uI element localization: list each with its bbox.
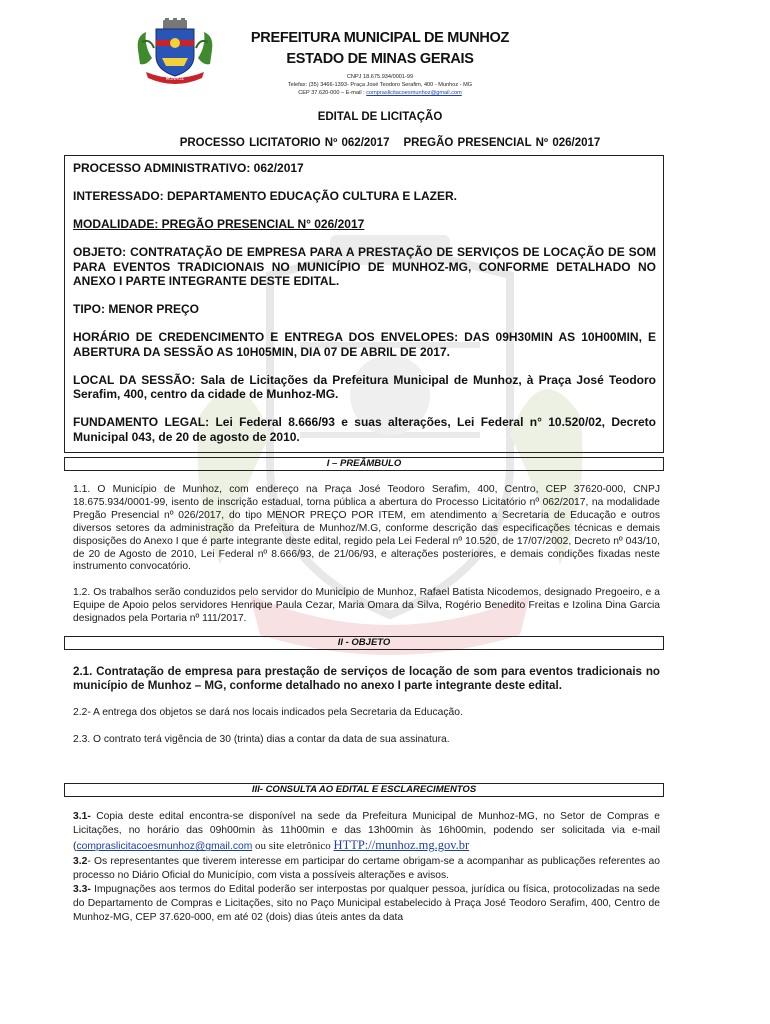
pregao-presencial: PREGÃO PRESENCIAL Nº 026/2017 [403,137,601,149]
objeto-paragraph-2: 2.2- A entrega dos objetos se dará nos locais indicados pela Secretaria da Educação. [73,706,463,718]
fundamento-legal: FUNDAMENTO LEGAL: Lei Federal 8.666/93 e suas alterações, Lei Federal n° 10.520/02, Decreto Municipal 043, de 20 de agosto de 2010. [73,415,656,444]
processo-line [110,137,670,149]
section-objeto-header: II - OBJETO [64,636,664,650]
header-phone-address: Telefax: (35) 3466-1393- Praça José Teodoro Serafim, 400 - Munhoz - MG [287,82,473,88]
local-sessao: LOCAL DA SESSÃO: Sala de Licitações da Prefeitura Municipal de Munhoz, à Praça José Teodoro Serafim, 400, centro da cidade de Munhoz-MG. [73,372,656,401]
header-subtitle: ESTADO DE MINAS GERAIS [286,51,474,67]
consulta-paragraph-2 [73,855,660,883]
svg-text:MUNHOZ: MUNHOZ [165,76,185,81]
preambulo-paragraph-2: 1.2. Os trabalhos serão conduzidos pelo servidor do Município de Munhoz, Rafael Batista Nicodemos, designado Pregoeiro, e a Equipe de Apoio pelos servidores Henrique Paula Cezar, Maria Omara da Silva, Rogério Benedito Freitas e Izolina Dina Garcia designados pela Portaria nº 111/2017. [73,587,660,625]
consulta-body [73,810,660,926]
preambulo-body [73,484,660,626]
section-preambulo-header: I – PREÂMBULO [64,457,664,471]
summary-box [64,155,664,453]
consulta-p3-text: Impugnações aos termos do Edital poderão ser interpostas por qualquer pessoa, jurídica ou física, protocolizadas na sede do Departamento de Compras e Licitações, sito no Paço Municipal estabelecido à Praça José Teodoro Serafim, 400, Centro de Munhoz-MG, CEP 37.620-000, em até 02 (dois) dias úteis antes da data [73,884,660,924]
header-cep-prefix: CEP 37.620-000 – E-mail : [298,90,367,96]
header-email-link[interactable]: compraslicitacoesmunhoz@gmail.com [366,90,462,96]
consulta-email-link[interactable]: compraslicitacoesmunhoz@gmail.com [76,841,253,853]
header-cep-email [190,90,570,98]
tipo: TIPO: MENOR PREÇO [73,302,200,316]
consulta-p1-text: Copia deste edital encontra-se disponível na sede da Prefeitura Municipal de Munhoz-MG, no Setor de Compras e Licitações, no horário das 09h00min às 11h00min e das 13h00min às 16h00min, podendo ser solicitada via e-mail ( [73,811,660,853]
objeto-paragraph-3: 2.3. O contrato terá vigência de 30 (trinta) dias a contar da data de sua assinatura. [73,733,450,745]
consulta-p2-text: - Os representantes que tiverem interesse em participar do certame obrigam-se a acompanhar as publicações referentes ao processo no Diário Oficial do Município, com vista a possíveis alterações e avisos. [73,855,660,881]
interessado: INTERESSADO: DEPARTAMENTO EDUCAÇÃO CULTURA E LAZER. [73,189,457,203]
consulta-site-link[interactable]: HTTP://munhoz.mg.gov.br [333,838,470,853]
objeto-paragraph-1: 2.1. Contratação de empresa para prestação de serviços de locação de som para eventos tradicionais no município de Munhoz – MG, conforme detalhado no anexo I parte integrante deste edital. [73,665,660,692]
preambulo-paragraph-1: 1.1. O Município de Munhoz, com endereço na Praça José Teodoro Serafim, 400, Centro, CEP 37620-000, CNPJ 18.675.934/0001-99, isento de inscrição estadual, torna pública a abertura do Processo Licitatório nº 062/2017, na modalidade Pregão Presencial nº 026/2017, do tipo MENOR PREÇO POR ITEM, em atendimento a Secretaria de Educação e outros diversos setores da administração da Prefeitura de Munhoz/M.G, conforme descrição das especificações técnicas e demais disposições do Anexo I que é parte integrante deste edital, regido pela Lei Federal nº 10.520, de 17/07/2002, Decreto nº 043/10, de 20 de Agosto de 2010, Lei Federal nº 8.666/93, de 21/06/93, e alterações posteriores, e demais condições fixadas neste instrumento convocatório. [73,484,660,573]
consulta-site-prefix: ou site eletrônico [252,840,334,853]
consulta-paragraph-3 [73,883,660,926]
modalidade: MODALIDADE: PREGÃO PRESENCIAL N° 026/2017 [73,217,365,231]
section-consulta-header: III- CONSULTA AO EDITAL E ESCLARECIMENTOS [64,783,664,797]
header-cnpj: CNPJ 18.675.934/0001-99 [346,74,414,80]
consulta-p2-number: 3.2 [73,855,88,867]
municipal-crest-icon [132,18,218,88]
header-title: PREFEITURA MUNICIPAL DE MUNHOZ [250,30,510,46]
consulta-p3-number: 3.3- [73,884,91,896]
objeto-summary: OBJETO: CONTRATAÇÃO DE EMPRESA PARA A PRESTAÇÃO DE SERVIÇOS DE LOCAÇÃO DE SOM PARA EVENTOS TRADICIONAIS NO MUNICÍPIO DE MUNHOZ-MG, CONFORME DETALHADO NO ANEXO I PARTE INTEGRANTE DESTE EDITAL. [73,245,656,288]
objeto-body [73,665,660,746]
edital-title: EDITAL DE LICITAÇÃO [317,111,443,123]
consulta-paragraph-1 [73,810,660,855]
processo-licitatorio: PROCESSO LICITATORIO Nº 062/2017 [179,137,390,149]
horario: HORÁRIO DE CREDENCIMENTO E ENTREGA DOS ENVELOPES: DAS 09H30MIN AS 10H00MIN, E ABERTURA DA SESSÃO AS 10H05MIN, DIA 07 DE ABRIL DE 2017. [73,330,656,359]
consulta-p1-number: 3.1- [73,811,91,822]
processo-administrativo: PROCESSO ADMINISTRATIVO: 062/2017 [73,161,304,175]
